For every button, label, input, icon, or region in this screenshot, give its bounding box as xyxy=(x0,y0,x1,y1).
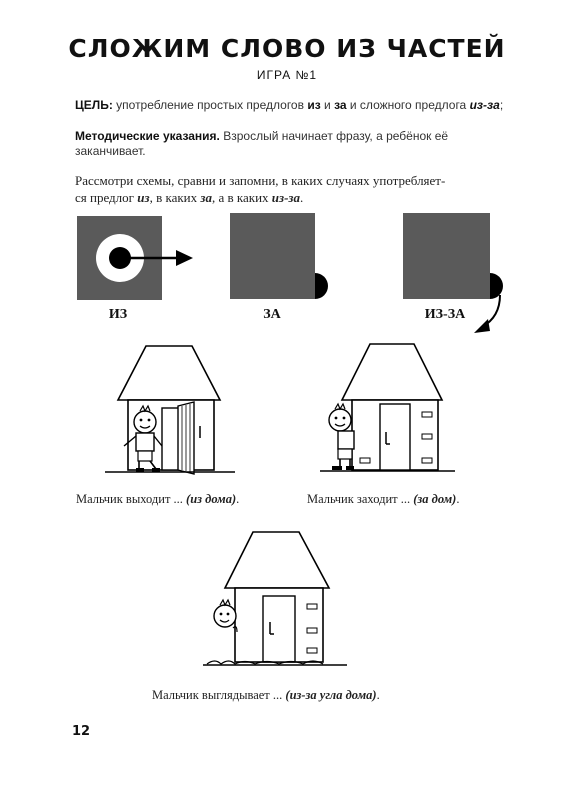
method-label: Методические указания. xyxy=(75,129,220,143)
scheme-za-square xyxy=(230,213,315,299)
scheme-iz-arrowhead xyxy=(176,250,193,266)
roof xyxy=(342,344,442,400)
scheme-label-izza: ИЗ-ЗА xyxy=(424,307,466,322)
scheme-izza-ball xyxy=(490,273,503,299)
scheme-za xyxy=(230,213,328,299)
door xyxy=(263,596,295,662)
caption-iz: Мальчик выходит ... (из дома). xyxy=(76,492,240,506)
preposition-schemes xyxy=(0,205,574,345)
page-title: СЛОЖИМ СЛОВО ИЗ ЧАСТЕЙ xyxy=(68,34,506,63)
illustration-house-za xyxy=(310,340,460,480)
caption-izza: Мальчик выглядывает ... (из-за угла дома). xyxy=(152,688,380,702)
caption-za: Мальчик заходит ... (за дом). xyxy=(307,492,460,506)
boy xyxy=(329,404,354,470)
illustration-house-iz xyxy=(100,340,240,480)
scheme-label-za: ЗА xyxy=(263,307,281,322)
instruction-paragraph: Рассмотри схемы, сравни и запомни, в каких случаях употребляет- ся предлог из, в каких за, а в каких из-за. xyxy=(75,173,446,205)
scheme-label-iz: ИЗ xyxy=(108,307,128,322)
scheme-za-ball xyxy=(315,273,328,299)
roof xyxy=(225,532,329,588)
goal-label: ЦЕЛЬ: xyxy=(75,98,113,112)
page-number: 12 xyxy=(72,724,91,739)
illustration-house-izza xyxy=(195,528,355,676)
game-number: ИГРА №1 xyxy=(256,68,318,82)
scheme-iz xyxy=(77,216,193,300)
boy xyxy=(214,600,237,632)
door xyxy=(380,404,410,470)
method-paragraph: Методические указания. Взрослый начинает фразу, а ребёнок её заканчивает. xyxy=(75,129,449,158)
open-door xyxy=(178,402,194,474)
scheme-izza-square xyxy=(403,213,490,299)
roof xyxy=(118,346,220,400)
goal-paragraph: ЦЕЛЬ: употребление простых предлогов из и за и сложного предлога из-за; xyxy=(75,98,504,112)
